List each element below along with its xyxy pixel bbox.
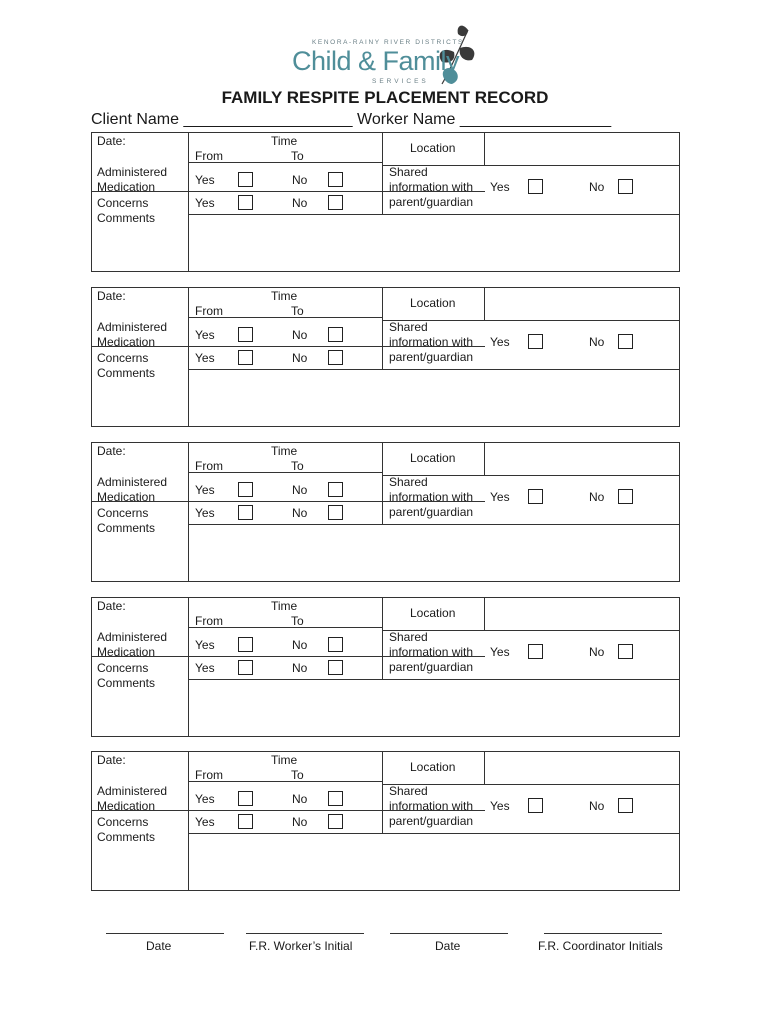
worker-name-field[interactable]: _________________ [459,111,612,128]
from-label: From [195,149,223,163]
information-with-label: information with [389,335,474,349]
shared-no-checkbox[interactable] [618,798,633,813]
signature-label: Date [435,939,461,953]
shared-yes-checkbox[interactable] [528,179,543,194]
shared-yes-label: Yes [490,490,510,504]
parent-guardian-label: parent/guardian [389,350,474,364]
concerns-label: Concerns [97,815,149,829]
signature-line[interactable] [390,933,508,934]
record-block [91,442,680,582]
to-label: To [291,768,304,782]
medication-no-checkbox[interactable] [328,327,343,342]
location-label: Location [410,296,456,310]
shared-yes-label: Yes [490,335,510,349]
signature-label: F.R. Worker’s Initial [249,939,353,953]
location-label: Location [410,141,456,155]
divider [188,597,189,737]
shared-no-label: No [589,490,605,504]
concerns-no-label: No [292,196,308,210]
signature-block [106,930,224,960]
shared-no-label: No [589,645,605,659]
divider [484,597,485,630]
shared-yes-checkbox[interactable] [528,798,543,813]
concerns-label: Concerns [97,196,149,210]
shared-yes-checkbox[interactable] [528,334,543,349]
parent-guardian-label: parent/guardian [389,814,474,828]
time-label: Time [271,444,298,458]
concerns-no-checkbox[interactable] [328,195,343,210]
logo-services: SERVICES [372,78,429,85]
medication-label: Medication [97,645,156,659]
header-names [91,111,611,129]
logo-org-line: KENORA-RAINY RIVER DISTRICTS [312,39,464,46]
medication-no-label: No [292,483,308,497]
shared-label: Shared [389,165,428,179]
date-label: Date: [97,599,126,613]
concerns-yes-checkbox[interactable] [238,505,253,520]
medication-no-checkbox[interactable] [328,172,343,187]
concerns-yes-label: Yes [195,661,215,675]
logo-name: Child & Family [292,46,460,76]
record-block [91,287,680,427]
divider [382,132,383,214]
form-title: FAMILY RESPITE PLACEMENT RECORD [221,88,549,107]
concerns-yes-label: Yes [195,815,215,829]
worker-name-label: Worker Name [357,111,456,128]
to-label: To [291,614,304,628]
date-label: Date: [97,444,126,458]
divider [484,751,485,784]
administered-label: Administered [97,784,168,798]
date-label: Date: [97,753,126,767]
signature-label: Date [146,939,172,953]
signature-line[interactable] [106,933,224,934]
divider [188,442,189,582]
medication-no-label: No [292,173,308,187]
divider [188,369,680,370]
to-label: To [291,149,304,163]
comments-label: Comments [97,211,156,225]
shared-no-label: No [589,335,605,349]
divider [382,751,383,833]
parent-guardian-label: parent/guardian [389,505,474,519]
medication-yes-checkbox[interactable] [238,637,253,652]
medication-no-checkbox[interactable] [328,637,343,652]
medication-yes-checkbox[interactable] [238,482,253,497]
information-with-label: information with [389,645,474,659]
time-label: Time [271,289,298,303]
shared-yes-checkbox[interactable] [528,644,543,659]
parent-guardian-label: parent/guardian [389,195,474,209]
comments-label: Comments [97,676,156,690]
shared-no-label: No [589,799,605,813]
divider [188,751,189,891]
medication-no-label: No [292,328,308,342]
record-frame [91,132,680,272]
client-name-field[interactable]: ___________________ [183,111,353,128]
medication-yes-checkbox[interactable] [238,327,253,342]
record-frame [91,442,680,582]
shared-label: Shared [389,784,428,798]
record-frame [91,597,680,737]
time-label: Time [271,753,298,767]
location-label: Location [410,760,456,774]
from-label: From [195,768,223,782]
signature-block [538,930,663,960]
record-frame [91,287,680,427]
medication-no-label: No [292,792,308,806]
concerns-yes-checkbox[interactable] [238,814,253,829]
concerns-yes-label: Yes [195,506,215,520]
shared-yes-label: Yes [490,799,510,813]
medication-label: Medication [97,180,156,194]
signature-line[interactable] [246,933,364,934]
concerns-yes-checkbox[interactable] [238,350,253,365]
signature-block [246,930,364,960]
medication-label: Medication [97,490,156,504]
shared-no-checkbox[interactable] [618,179,633,194]
divider [382,597,383,679]
concerns-yes-label: Yes [195,351,215,365]
medication-yes-label: Yes [195,483,215,497]
concerns-no-label: No [292,815,308,829]
information-with-label: information with [389,799,474,813]
shared-yes-label: Yes [490,645,510,659]
divider [188,524,680,525]
from-label: From [195,304,223,318]
medication-no-checkbox[interactable] [328,791,343,806]
record-frame [91,751,680,891]
concerns-label: Concerns [97,351,149,365]
concerns-no-checkbox[interactable] [328,350,343,365]
divider [188,287,189,427]
medication-label: Medication [97,799,156,813]
date-label: Date: [97,134,126,148]
concerns-no-label: No [292,506,308,520]
administered-label: Administered [97,320,168,334]
from-label: From [195,614,223,628]
shared-no-checkbox[interactable] [618,489,633,504]
information-with-label: information with [389,180,474,194]
signature-label: F.R. Coordinator Initials [538,939,663,953]
medication-yes-label: Yes [195,328,215,342]
administered-label: Administered [97,165,168,179]
concerns-no-checkbox[interactable] [328,505,343,520]
time-label: Time [271,134,298,148]
concerns-yes-checkbox[interactable] [238,660,253,675]
record-block [91,597,680,737]
concerns-no-checkbox[interactable] [328,814,343,829]
divider [484,287,485,320]
divider [188,833,680,834]
comments-label: Comments [97,830,156,844]
shared-label: Shared [389,630,428,644]
comments-label: Comments [97,366,156,380]
divider [188,214,680,215]
divider [382,287,383,369]
shared-yes-label: Yes [490,180,510,194]
concerns-yes-label: Yes [195,196,215,210]
signature-line[interactable] [544,933,662,934]
client-name-label: Client Name [91,111,180,128]
concerns-yes-checkbox[interactable] [238,195,253,210]
comments-label: Comments [97,521,156,535]
parent-guardian-label: parent/guardian [389,660,474,674]
medication-yes-checkbox[interactable] [238,791,253,806]
medication-no-label: No [292,638,308,652]
divider [484,132,485,165]
location-label: Location [410,606,456,620]
record-block [91,751,680,891]
medication-yes-label: Yes [195,173,215,187]
time-label: Time [271,599,298,613]
medication-yes-checkbox[interactable] [238,172,253,187]
shared-label: Shared [389,475,428,489]
medication-label: Medication [97,335,156,349]
divider [188,132,189,272]
divider [188,679,680,680]
concerns-no-label: No [292,351,308,365]
medication-no-checkbox[interactable] [328,482,343,497]
date-label: Date: [97,289,126,303]
signature-block [390,930,508,960]
divider [382,442,383,524]
administered-label: Administered [97,475,168,489]
concerns-label: Concerns [97,661,149,675]
administered-label: Administered [97,630,168,644]
shared-yes-checkbox[interactable] [528,489,543,504]
medication-yes-label: Yes [195,638,215,652]
concerns-label: Concerns [97,506,149,520]
to-label: To [291,459,304,473]
medication-yes-label: Yes [195,792,215,806]
information-with-label: information with [389,490,474,504]
location-label: Location [410,451,456,465]
shared-no-checkbox[interactable] [618,334,633,349]
shared-no-label: No [589,180,605,194]
concerns-no-checkbox[interactable] [328,660,343,675]
logo [292,22,482,86]
shared-label: Shared [389,320,428,334]
from-label: From [195,459,223,473]
shared-no-checkbox[interactable] [618,644,633,659]
concerns-no-label: No [292,661,308,675]
to-label: To [291,304,304,318]
divider [484,442,485,475]
record-block [91,132,680,272]
